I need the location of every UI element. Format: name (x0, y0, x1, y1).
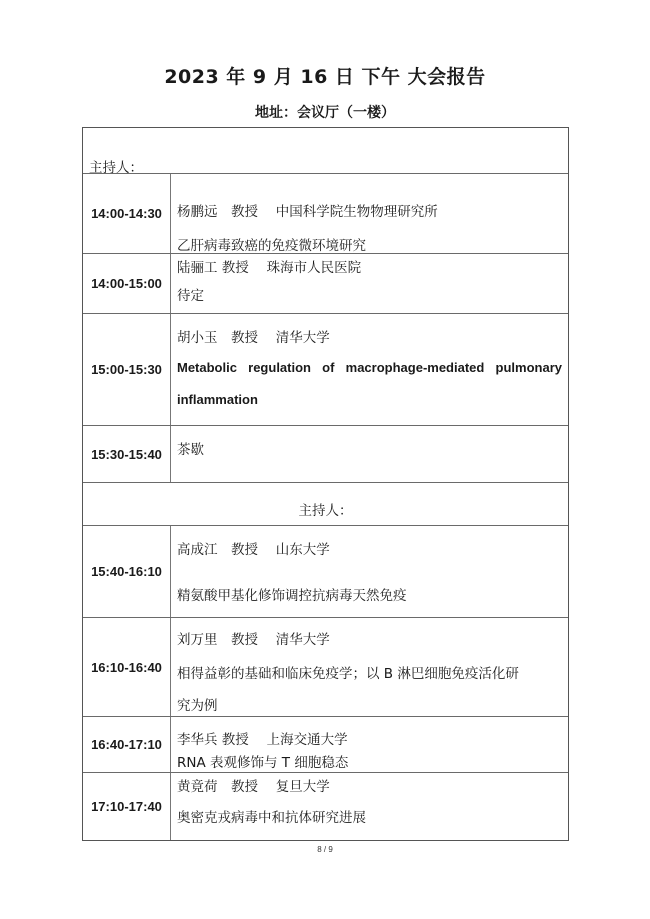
session-content (171, 314, 568, 425)
session-row (83, 314, 568, 426)
host-label: 主持人： (89, 160, 143, 176)
session-time: 15:40-16:10 (83, 526, 171, 617)
talk-topic: RNA 表观修饰与 T 细胞稳态 (177, 755, 349, 771)
host-label: 主持人： (298, 503, 353, 519)
session-row (83, 717, 568, 773)
session-content (171, 174, 568, 253)
talk-topic: 精氨酸甲基化修饰调控抗病毒天然免疫 (177, 588, 407, 604)
speaker-info: 李华兵 教授 上海交通大学 (177, 732, 348, 748)
talk-topic: 奥密克戎病毒中和抗体研究进展 (177, 810, 366, 826)
talk-topic-line1: Metabolic regulation of macrophage-mediated pulmonary (177, 360, 562, 375)
session-content (171, 254, 568, 313)
talk-topic-line2: inflammation (177, 392, 258, 407)
speaker-info: 胡小玉 教授 清华大学 (177, 330, 330, 346)
session-time: 16:40-17:10 (83, 717, 171, 772)
session-time: 14:00-14:30 (83, 174, 171, 253)
session-row (83, 773, 568, 840)
session-row (83, 426, 568, 483)
session-row (83, 526, 568, 618)
speaker-info: 刘万里 教授 清华大学 (177, 632, 330, 648)
host-row (83, 483, 568, 526)
session-time: 16:10-16:40 (83, 618, 171, 716)
talk-topic-line2: 究为例 (177, 698, 218, 714)
session-content (171, 426, 568, 482)
speaker-info: 杨鹏远 教授 中国科学院生物物理研究所 (177, 204, 438, 220)
talk-topic: 待定 (177, 288, 204, 304)
venue-subtitle: 地址：会议厅（一楼） (255, 105, 395, 121)
break-label: 茶歇 (177, 442, 204, 458)
speaker-info: 陆骊工 教授 珠海市人民医院 (177, 260, 362, 276)
talk-topic-line1: 相得益彰的基础和临床免疫学；以 B 淋巴细胞免疫活化研 (177, 666, 519, 682)
session-time: 15:30-15:40 (83, 426, 171, 482)
document-title: 2023 年 9 月 16 日 下午 大会报告 (164, 66, 486, 88)
page-number: 8 / 9 (317, 845, 333, 854)
session-time: 17:10-17:40 (83, 773, 171, 840)
session-time: 15:00-15:30 (83, 314, 171, 425)
session-content (171, 717, 568, 772)
session-row (83, 618, 568, 717)
speaker-info: 高成江 教授 山东大学 (177, 542, 330, 558)
session-row (83, 254, 568, 314)
schedule-table (82, 127, 569, 841)
speaker-info: 黄竟荷 教授 复旦大学 (177, 779, 330, 795)
session-content (171, 526, 568, 617)
talk-topic: 乙肝病毒致癌的免疫微环境研究 (177, 238, 366, 254)
session-time: 14:00-15:00 (83, 254, 171, 313)
session-content (171, 773, 568, 840)
host-row (83, 128, 568, 174)
session-content (171, 618, 568, 716)
session-row (83, 174, 568, 254)
